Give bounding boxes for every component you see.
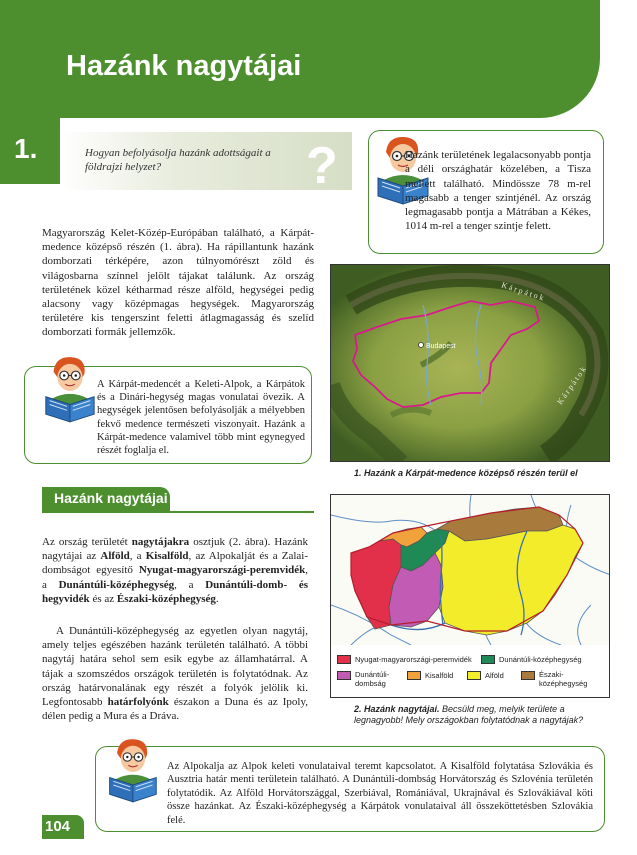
figure-1-relief-map (330, 264, 610, 462)
lesson-question: Hogyan befolyásolja hazánk adottságait a földrajzi helyzet? (85, 147, 271, 173)
carpathians-label-east: K á r p á t o k (555, 365, 588, 407)
legend-label: Dunántúli-középhegység (499, 655, 582, 664)
text-run: és az (89, 592, 117, 605)
regions-map-image (331, 495, 610, 645)
borders-paragraph (42, 624, 308, 723)
figure-2-regions-map (330, 494, 610, 698)
note-neighbours-text: Az Alpokalja az Alpok keleti vonulataival teremt kapcsolatot. A Kisalföld folytatása Szlovákia és Ausztria határ menti területein található. A Dunántúli-dombság Horvátország és Szlovénia területén folytatódik. Az Alföld Horvátországgal, Szerbiával, Romániával, Ukrajnával és Szlovákiával köti össze hazánkat. Az Északi-középhegység a Kárpátok vonulataival áll összeköttetésben Szlovákia felé. (167, 761, 593, 826)
legend-swatch-transdanubian-hills (337, 671, 351, 680)
bold-term: Északi-középhegység (116, 592, 216, 605)
bold-term: Kisalföld (145, 550, 189, 563)
carpathians-label-north: K á r p á t o k (500, 280, 545, 303)
legend-label: Dunántúli-dombság (355, 670, 390, 688)
caption-rest: Becsüld meg, melyik területe a legnagyobb! Mely országokban folytatódnak a nagytájak? (354, 704, 584, 725)
bold-term: Dunántúli-domb- és hegyvidék (42, 578, 308, 605)
bold-term: Dunántúli-középhegység (58, 578, 175, 591)
text-run: , az Alpokalját és a Zalai-dombságot egyesítő (42, 550, 308, 577)
legend-swatch-little-alfold (407, 671, 421, 680)
page-number: 104 (45, 818, 71, 835)
reader-boy-icon (40, 352, 98, 428)
text-run: A Dunántúli-középhegység az egyetlen olyan nagytáj, amely teljes egészében hazánk területén található. A többi nagytáj határa sehol sem esik egybe az államhatárral. A tájak a szomszédos országok területén is folytatódnak. Az ország határvonalának egy részét a folyók jelölik ki. Legfontosabb (42, 625, 308, 709)
note-lowest-point-text: Hazánk területének legalacsonyabb pontja a déli országhatár közelében, a Tisza mellett található. Mindössze 78 m-rel magasabb a tenger szintjénél. Az ország legmagasabb pontja a Mátrában a Kékes, 1014 m-rel a tenger szintje felett. (405, 149, 592, 233)
regions-paragraph (42, 535, 308, 606)
text-run: Az ország területét (42, 536, 132, 548)
bold-term: Nyugat-magyarországi-peremvidék (138, 564, 306, 577)
question-mark-icon: ? (306, 137, 338, 195)
legend-label: Nyugat-magyarországi-peremvidék (355, 655, 472, 664)
text-run: . (215, 592, 219, 605)
legend-label: Kisalföld (425, 671, 454, 680)
page-title: Hazánk nagytájai (66, 50, 302, 82)
text-run: , a (174, 578, 206, 591)
figure-2-legend (331, 649, 610, 698)
legend-swatch-western-borderlands (337, 655, 351, 664)
legend-swatch-transdanubian-mountains (481, 655, 495, 664)
reader-boy-icon (104, 734, 160, 808)
text-run: osztjuk (2. ábra). Hazánk nagytájai az (42, 536, 308, 563)
bold-term: határfolyónk (107, 696, 169, 709)
note-carpathian-basin-text: A Kárpát-medencét a Keleti-Alpok, a Kárpátok és a Dinári-hegység magas vonulatai övezik. A hegységek jelentősen befolyásolják a mélyebben fekvő medence természeti viszonyait. Hazánk a Kárpát-medence valamivel több mint egynegyed részét foglalja el. (97, 379, 305, 457)
text-run: , a (129, 550, 146, 563)
legend-label: Északi-középhegység (539, 670, 588, 688)
budapest-marker (419, 343, 424, 348)
figure-2-caption (354, 704, 614, 726)
caption-bold: 2. Hazánk nagytájai. (354, 704, 440, 714)
legend-label: Alföld (485, 671, 504, 680)
text-run: északon a Duna és az Ipoly, délen pedig a Mura és a Dráva. (42, 696, 308, 723)
legend-swatch-great-alfold (467, 671, 481, 680)
intro-paragraph: Magyarország Kelet-Közép-Európában található, a Kárpát-medence középső részén (1. ábra). Ha rápillantunk hazánk domborzati térképére, azon túlnyomórészt zöld és világosbarna színnel jelölt tájakat találunk. Az ország területének közel kétharmad része alföld, hegységei pedig alacsony vagy középmagas hegységek. Magyarország területére kis tengerszint feletti átlagmagasság és szelíd domborzati formák jellemzők. (42, 227, 314, 339)
bold-term: Alföld (100, 550, 130, 563)
section-divider (42, 511, 314, 513)
figure-1-caption: 1. Hazánk a Kárpát-medence középső részén terül el (354, 468, 578, 478)
relief-map-image (331, 265, 610, 462)
budapest-label: Budapest (426, 343, 456, 350)
chapter-number: 1. (14, 133, 38, 164)
legend-swatch-northern-mountains (521, 671, 535, 680)
text-run: , a (42, 564, 308, 591)
bold-term: nagytájakra (131, 536, 190, 548)
section-heading: Hazánk nagytájai (54, 490, 168, 506)
